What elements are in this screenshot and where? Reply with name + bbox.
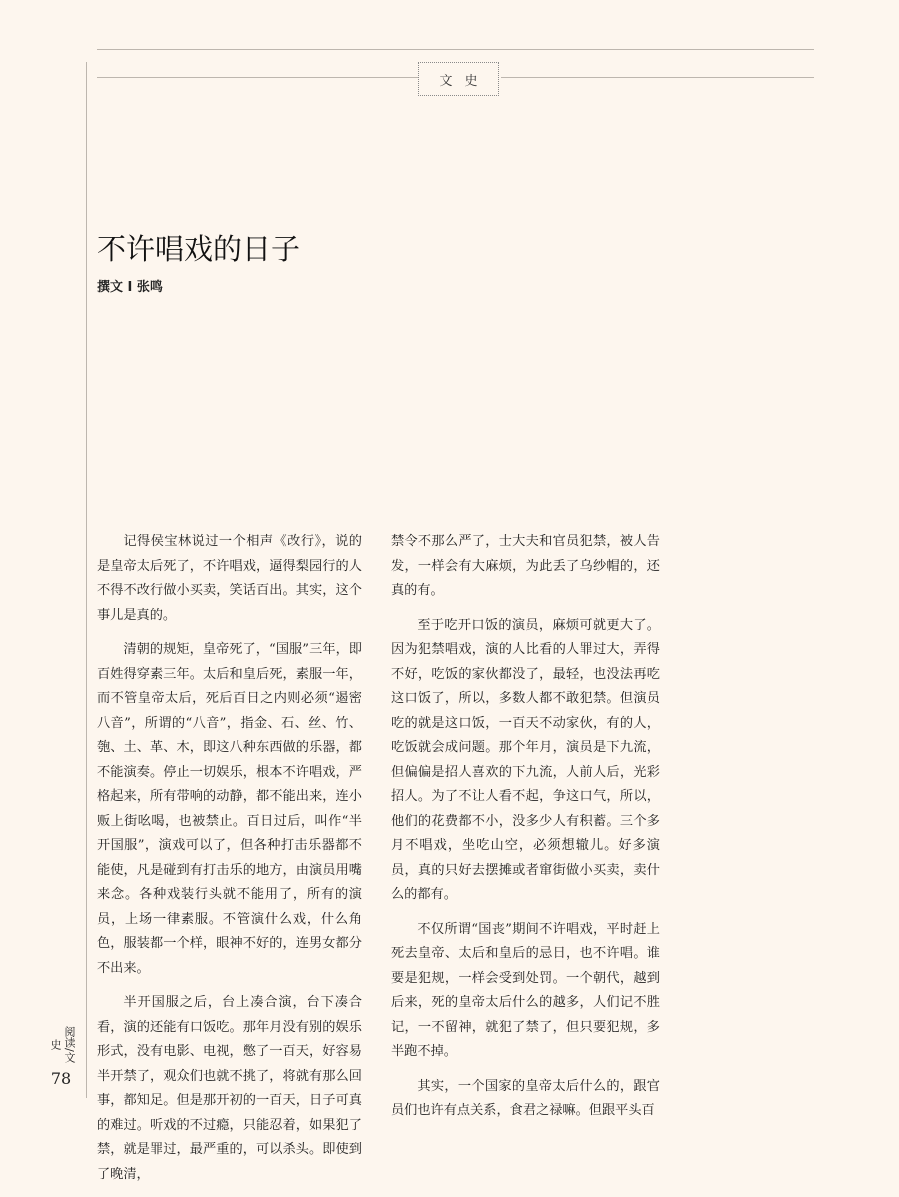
section-rule-right — [501, 77, 814, 78]
section-rule-left — [97, 77, 418, 78]
section-tag — [418, 62, 499, 96]
paragraph: 至于吃开口饭的演员，麻烦可就更大了。因为犯禁唱戏，演的人比看的人罪过大，弄得不好，吃饭的家伙都没了，最轻，也没法再吃这口饭了，所以，多数人都不敢犯禁。但演员吃的就是这口饭，一百天不动家伙，有的人，吃饭就会成问题。那个年月，演员是下九流，但偏偏是招人喜欢的下九流，人前人后，光彩招人。为了不让人看不起，争这口气，所以，他们的花费都不小，没多少人有积蓄。三个多月不唱戏，坐吃山空，必须想辙儿。好多演员，真的只好去摆摊或者窜街做小买卖，卖什么的都有。 — [391, 617, 660, 902]
article-title: 不许唱戏的日子 — [97, 232, 301, 266]
body-column-right — [391, 530, 660, 1134]
paragraph: 禁令不那么严了，士大夫和官员犯禁，被人告发，一样会有大麻烦，为此丢了乌纱帽的，还真的有。 — [391, 534, 660, 598]
paragraph: 其实，一个国家的皇帝太后什么的，跟官员们也许有点关系，食君之禄嘛。但跟平头百 — [391, 1078, 660, 1118]
paragraph: 清朝的规矩，皇帝死了，“国服”三年，即百姓得穿素三年。太后和皇后死，素服一年，而不管皇帝太后，死后百日之内则必须“遏密八音”，所谓的“八音”，指金、石、丝、竹、匏、土、革、木，即这八种东西做的乐器，都不能演奏。停止一切娱乐，根本不许唱戏，严格起来，所有带响的动静，都不能出来，连小贩上街吆喝，也被禁止。百日过后，叫作“半开国服”，演戏可以了，但各种打击乐器都不能使，凡是碰到有打击乐的地方，由演员用嘴来念。各种戏装行头就不能用了，所有的演员，上场一律素服。不管演什么戏，什么角色，服装都一个样，眼神不好的，连男女都分不出来。 — [97, 642, 362, 976]
left-margin-rule — [86, 62, 87, 1098]
top-rule — [97, 49, 814, 50]
article-byline: 撰文 I 张鸣 — [97, 280, 163, 295]
page-number: 78 — [50, 1069, 72, 1088]
body-column-left — [97, 530, 362, 1197]
paragraph: 半开国服之后，台上凑合演，台下凑合看，演的还能有口饭吃。那年月没有别的娱乐形式，没有电影、电视，憋了一百天，好容易半开禁了，观众们也就不挑了，将就有那么回事，都知足。但是那开初的一百天，日子可真的难过。听戏的不过瘾，只能忍着，如果犯了禁，就是罪过，最严重的，可以杀头。即使到了晚清， — [97, 995, 362, 1182]
paragraph: 不仅所谓“国丧”期间不许唱戏，平时赶上死去皇帝、太后和皇后的忌日，也不许唱。谁要是犯规，一样会受到处罚。一个朝代，越到后来，死的皇帝太后什么的越多，人们记不胜记，一不留神，就犯了禁了，但只要犯规，多半跑不掉。 — [391, 921, 660, 1059]
paragraph: 记得侯宝林说过一个相声《改行》，说的是皇帝太后死了，不许唱戏，逼得梨园行的人不得不改行做小买卖，笑话百出。其实，这个事儿是真的。 — [97, 534, 362, 623]
section-label: 文史 — [439, 73, 490, 89]
page-folio — [48, 1022, 74, 1088]
magazine-name: 阅读/文史 — [49, 1025, 76, 1063]
